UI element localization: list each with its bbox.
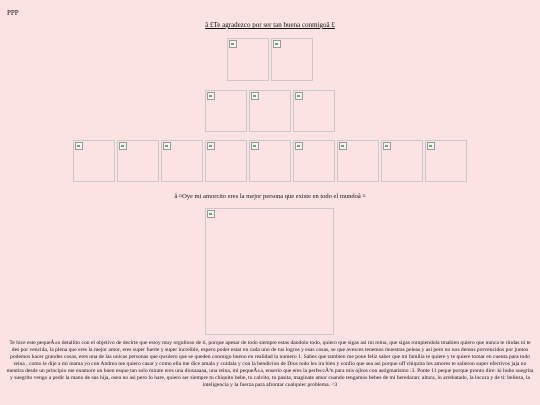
broken-image-icon [205,140,247,182]
broken-image-icon [227,38,269,81]
broken-image-icon [73,140,115,182]
message-paragraph: Te hice este pequeÃ±o detallito con el objetivo de decirte que estoy muy orgulloso de ti, porque apesar de todo siempre estas dandolo todo, quiero que sigas asi mi reina, que sigas rompiendola tmabien quiero que nunca te rindas ni te des por vencida, la plena que eres la mejor amor, eres super fuerte y super increible, espero poder estar en cada uno de tus logros y esas cosas, se que avesces tenemos muestras peleas y asi pero no nos demos porvencidos por juntos podemos hacer grandes cosas, eres una de las unicas personas que qwuiero que se queden conmigo bueno en realidad la numero 1. Sabes que tambien me pone feliz saber que mi familia te quiere y te quiere tomar en cuenta para todo reina , como le dije a mi mama yo con Andrea me quiero casar y como ella me dice amala y cuidala y con la bendicion de Dios todo les ira bien y confio que sea asi porque uff chiquita los amores te salieron super efectivos jaja no mentira desde un principio me enamore un buen esque tan solo mirate eres una diosaaaaa, una reina, mi pequeÃ±a, enserio que eres la perfeccÃ³n para mis ojitos con astigmatismo :3. Ponte 11 peque porque pronto dire: ki hubo suegrita y suegrito vengo a pedir la mano de sus hija, osea no asi pero lo hare, quiero ser siempre tu chiquito bebe, tu calvito, tu pasita, maginate amor cuando tengamos bebes de mi heredaran: altura, lo arrebatado, la locura y de ti: belleza, la inteligencia y la fuerza para afrontar cualquier problema. <3 [6,340,534,388]
page-title: â £Te agradezco por ser tan buena conmigoâ £ [205,21,335,29]
broken-image-icon [249,140,291,182]
broken-image-icon [161,140,203,182]
corner-text: PPP [7,9,19,17]
subtitle: â ¤Oye mi amorcito eres la mejor persona que existe en todo el mundoâ ¤ [174,193,366,200]
broken-image-icon [249,90,291,132]
image-row-3 [0,140,540,182]
image-row-2 [0,90,540,132]
broken-image-icon [381,140,423,182]
broken-image-icon [271,38,313,81]
broken-image-icon [205,90,247,132]
broken-image-icon [117,140,159,182]
broken-image-icon [293,90,335,132]
broken-image-icon [293,140,335,182]
image-row-1 [0,38,540,81]
broken-image-icon [425,140,467,182]
broken-image-icon [337,140,379,182]
large-broken-image-icon [205,208,334,335]
